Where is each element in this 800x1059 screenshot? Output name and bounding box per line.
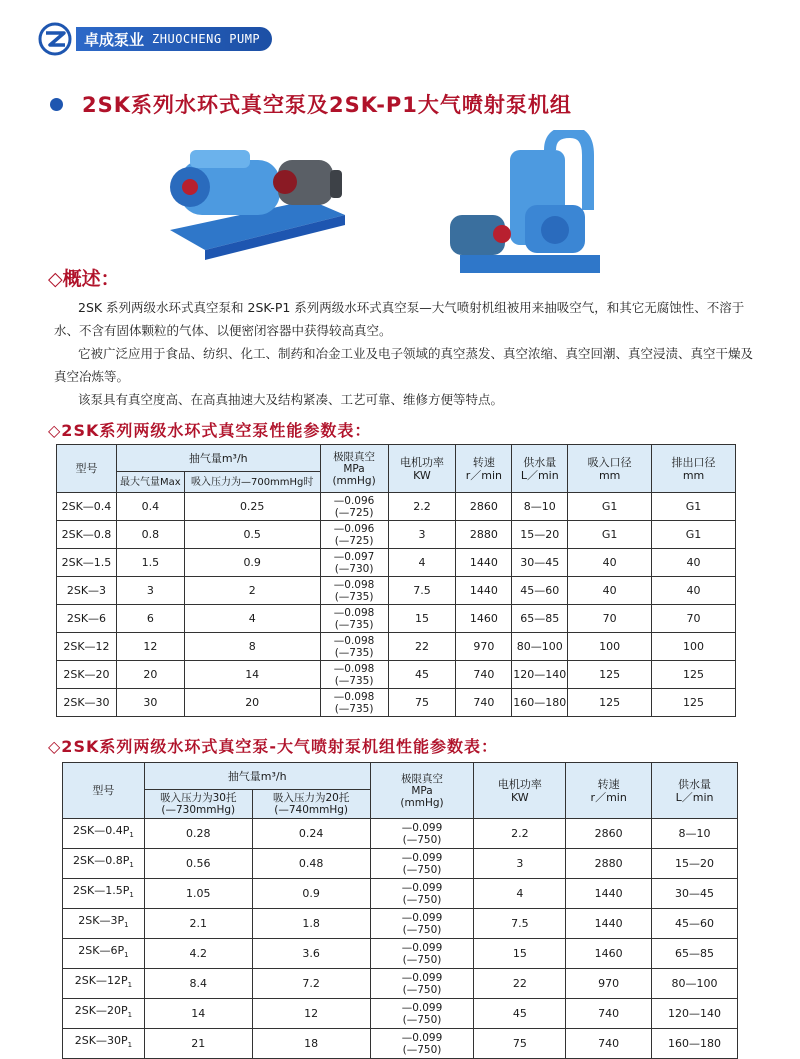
- col-flow: 抽气量m³/h: [144, 763, 370, 790]
- table-cell: 40: [568, 549, 652, 577]
- table-cell: 6: [116, 605, 184, 633]
- table-cell: —0.099 (—750): [370, 849, 474, 879]
- table-cell: 100: [652, 633, 736, 661]
- overview-text: [54, 296, 754, 411]
- table-cell: 2860: [456, 493, 512, 521]
- col-model: 型号: [63, 763, 145, 819]
- table-cell: 7.2: [252, 969, 370, 999]
- col-flow-max: 最大气量Max: [116, 472, 184, 493]
- table-row: [57, 493, 736, 521]
- table-cell: 1.5: [116, 549, 184, 577]
- table-row: [63, 999, 738, 1029]
- table-row: [57, 521, 736, 549]
- col-power: 电机功率 KW: [474, 763, 566, 819]
- table-cell: 0.8: [116, 521, 184, 549]
- table-row: [63, 939, 738, 969]
- table-cell: —0.098 (—735): [320, 605, 388, 633]
- overview-paragraph: 2SK 系列两级水环式真空泵和 2SK-P1 系列两级水环式真空泵—大气喷射机组被用来抽吸空气，和其它无腐蚀性、不溶于水、不含有固体颗粒的气体、以便密闭容器中获得较高真空。: [54, 300, 745, 338]
- table-cell: 8: [184, 633, 320, 661]
- table-row: [57, 661, 736, 689]
- table-cell: 14: [184, 661, 320, 689]
- table-cell: 2SK—12: [57, 633, 117, 661]
- page-title-text: 2SK系列水环式真空泵及2SK-P1大气喷射泵机组: [82, 93, 572, 117]
- table-cell: 740: [566, 999, 652, 1029]
- table-cell: $2SK—20P_1$: [63, 999, 145, 1029]
- table-row: [63, 819, 738, 849]
- table-cell: 2SK—6: [57, 605, 117, 633]
- table-cell: —0.096 (—725): [320, 521, 388, 549]
- table-row: [63, 849, 738, 879]
- overview-paragraph: 它被广泛应用于食品、纺织、化工、制药和冶金工业及电子领域的真空蒸发、真空浓缩、真空回潮、真空浸渍、真空干燥及真空冶炼等。: [54, 346, 754, 384]
- table-cell: 70: [652, 605, 736, 633]
- table1-heading: ◇2SK系列两级水环式真空泵性能参数表：: [48, 421, 372, 440]
- table-cell: $2SK—1.5P_1$: [63, 879, 145, 909]
- table-cell: 2.2: [474, 819, 566, 849]
- table-cell: 2880: [456, 521, 512, 549]
- brand-banner: [76, 27, 272, 51]
- table-cell: —0.099 (—750): [370, 819, 474, 849]
- table-cell: 45—60: [512, 577, 568, 605]
- col-power: 电机功率 KW: [388, 445, 456, 493]
- col-vacuum: 极限真空 MPa (mmHg): [370, 763, 474, 819]
- table-cell: 0.9: [252, 879, 370, 909]
- table-cell: 80—100: [512, 633, 568, 661]
- table-cell: 40: [652, 549, 736, 577]
- table-cell: 0.25: [184, 493, 320, 521]
- table1: [56, 444, 736, 717]
- table2: [62, 762, 738, 1059]
- table-cell: 65—85: [512, 605, 568, 633]
- table-cell: 18: [252, 1029, 370, 1059]
- table-cell: 7.5: [388, 577, 456, 605]
- table-row: [57, 689, 736, 717]
- table-cell: 70: [568, 605, 652, 633]
- table-cell: 4: [388, 549, 456, 577]
- table-cell: 45—60: [652, 909, 738, 939]
- col-water: 供水量 L／min: [652, 763, 738, 819]
- table-cell: 15—20: [652, 849, 738, 879]
- table-cell: 3: [116, 577, 184, 605]
- table-cell: 4.2: [144, 939, 252, 969]
- table-cell: 45: [474, 999, 566, 1029]
- table-cell: 2SK—1.5: [57, 549, 117, 577]
- table-cell: —0.099 (—750): [370, 1029, 474, 1059]
- table-row: [57, 605, 736, 633]
- table-cell: —0.097 (—730): [320, 549, 388, 577]
- table-cell: 1460: [566, 939, 652, 969]
- table-cell: 740: [456, 661, 512, 689]
- table-cell: 120—140: [652, 999, 738, 1029]
- table-cell: 3: [474, 849, 566, 879]
- table-cell: 1440: [456, 549, 512, 577]
- overview-heading: ◇概述：: [48, 268, 120, 290]
- table-cell: 2SK—0.4: [57, 493, 117, 521]
- col-water: 供水量 L／min: [512, 445, 568, 493]
- col-flow-30torr: 吸入压力为30托 (—730mmHg): [144, 790, 252, 819]
- table-cell: 2: [184, 577, 320, 605]
- table-cell: 12: [252, 999, 370, 1029]
- table-row: [57, 633, 736, 661]
- table-cell: —0.098 (—735): [320, 633, 388, 661]
- table-row: [57, 577, 736, 605]
- table-cell: 8—10: [652, 819, 738, 849]
- col-flow-700: 吸入压力为—700mmHg时: [184, 472, 320, 493]
- table-cell: 1460: [456, 605, 512, 633]
- table-cell: 75: [388, 689, 456, 717]
- table-cell: 970: [456, 633, 512, 661]
- brand-en: ZHUOCHENG PUMP: [152, 32, 261, 46]
- table-cell: $2SK—0.8P_1$: [63, 849, 145, 879]
- table-cell: 40: [568, 577, 652, 605]
- table-cell: $2SK—0.4P_1$: [63, 819, 145, 849]
- table-cell: 740: [566, 1029, 652, 1059]
- zc-logo-icon: [38, 22, 72, 56]
- table-cell: 2880: [566, 849, 652, 879]
- table-cell: 2SK—20: [57, 661, 117, 689]
- table-row: [63, 879, 738, 909]
- table-cell: 120—140: [512, 661, 568, 689]
- table-cell: 125: [568, 661, 652, 689]
- brand-logo: [38, 22, 272, 56]
- table-cell: —0.098 (—735): [320, 661, 388, 689]
- table-cell: G1: [568, 493, 652, 521]
- table-cell: —0.099 (—750): [370, 969, 474, 999]
- table-cell: 2.2: [388, 493, 456, 521]
- table-cell: $2SK—3P_1$: [63, 909, 145, 939]
- table-cell: 30: [116, 689, 184, 717]
- table-cell: 4: [184, 605, 320, 633]
- table-cell: G1: [652, 493, 736, 521]
- table-cell: G1: [568, 521, 652, 549]
- table-cell: 15—20: [512, 521, 568, 549]
- col-outlet: 排出口径 mm: [652, 445, 736, 493]
- table-cell: 2SK—3: [57, 577, 117, 605]
- table-cell: 1440: [566, 909, 652, 939]
- table-cell: 0.24: [252, 819, 370, 849]
- table-cell: —0.099 (—750): [370, 909, 474, 939]
- table-cell: 0.56: [144, 849, 252, 879]
- table-cell: 125: [652, 689, 736, 717]
- table-cell: $2SK—6P_1$: [63, 939, 145, 969]
- col-flow: 抽气量m³/h: [116, 445, 320, 472]
- table-cell: —0.098 (—735): [320, 689, 388, 717]
- table-cell: 21: [144, 1029, 252, 1059]
- table-cell: 2860: [566, 819, 652, 849]
- table-cell: 1440: [566, 879, 652, 909]
- table-cell: 160—180: [652, 1029, 738, 1059]
- table-cell: 22: [388, 633, 456, 661]
- table-cell: 2SK—30: [57, 689, 117, 717]
- bullet-dot-icon: [50, 98, 63, 111]
- table-cell: 80—100: [652, 969, 738, 999]
- table-cell: 20: [116, 661, 184, 689]
- table-cell: 0.9: [184, 549, 320, 577]
- table-cell: 125: [568, 689, 652, 717]
- table-cell: 40: [652, 577, 736, 605]
- table-cell: G1: [652, 521, 736, 549]
- table-cell: 14: [144, 999, 252, 1029]
- table-cell: 0.4: [116, 493, 184, 521]
- table-cell: 0.28: [144, 819, 252, 849]
- table-cell: 125: [652, 661, 736, 689]
- col-speed: 转速 r／min: [566, 763, 652, 819]
- table-cell: 1.05: [144, 879, 252, 909]
- table-cell: 3: [388, 521, 456, 549]
- table-cell: —0.098 (—735): [320, 577, 388, 605]
- table-row: [63, 969, 738, 999]
- table-cell: 15: [388, 605, 456, 633]
- col-speed: 转速 r／min: [456, 445, 512, 493]
- brand-cn: 卓成泵业: [84, 30, 145, 49]
- col-vacuum: 极限真空 MPa (mmHg): [320, 445, 388, 493]
- table-cell: 2SK—0.8: [57, 521, 117, 549]
- table-cell: $2SK—12P_1$: [63, 969, 145, 999]
- table-row: [63, 909, 738, 939]
- table-row: [57, 549, 736, 577]
- col-model: 型号: [57, 445, 117, 493]
- table-cell: 8.4: [144, 969, 252, 999]
- table-cell: 1.8: [252, 909, 370, 939]
- col-flow-20torr: 吸入压力为20托 (—740mmHg): [252, 790, 370, 819]
- table-cell: 970: [566, 969, 652, 999]
- table-cell: $2SK—30P_1$: [63, 1029, 145, 1059]
- col-inlet: 吸入口径 mm: [568, 445, 652, 493]
- table-cell: 160—180: [512, 689, 568, 717]
- table-cell: 4: [474, 879, 566, 909]
- table-cell: —0.099 (—750): [370, 939, 474, 969]
- table-cell: 75: [474, 1029, 566, 1059]
- table-cell: 30—45: [512, 549, 568, 577]
- table-cell: 22: [474, 969, 566, 999]
- table-cell: 7.5: [474, 909, 566, 939]
- table-cell: 0.5: [184, 521, 320, 549]
- table-cell: 1440: [456, 577, 512, 605]
- table-cell: 65—85: [652, 939, 738, 969]
- table-cell: 0.48: [252, 849, 370, 879]
- table-cell: 45: [388, 661, 456, 689]
- table-cell: —0.099 (—750): [370, 879, 474, 909]
- table-cell: 30—45: [652, 879, 738, 909]
- table-cell: 20: [184, 689, 320, 717]
- page-title: [50, 89, 572, 119]
- table-cell: —0.096 (—725): [320, 493, 388, 521]
- overview-paragraph: 该泵具有真空度高、在高真抽速大及结构紧凑、工艺可靠、维修方便等特点。: [78, 392, 504, 407]
- table-cell: 3.6: [252, 939, 370, 969]
- table-cell: 740: [456, 689, 512, 717]
- table-cell: 100: [568, 633, 652, 661]
- pump-photo-2sk-p1: [440, 130, 610, 280]
- table2-heading: ◇2SK系列两级水环式真空泵-大气喷射泵机组性能参数表：: [48, 737, 499, 756]
- table-row: [63, 1029, 738, 1059]
- table-cell: —0.099 (—750): [370, 999, 474, 1029]
- table-cell: 8—10: [512, 493, 568, 521]
- pump-photo-2sk: [160, 130, 350, 260]
- table-cell: 2.1: [144, 909, 252, 939]
- table-cell: 15: [474, 939, 566, 969]
- table-cell: 12: [116, 633, 184, 661]
